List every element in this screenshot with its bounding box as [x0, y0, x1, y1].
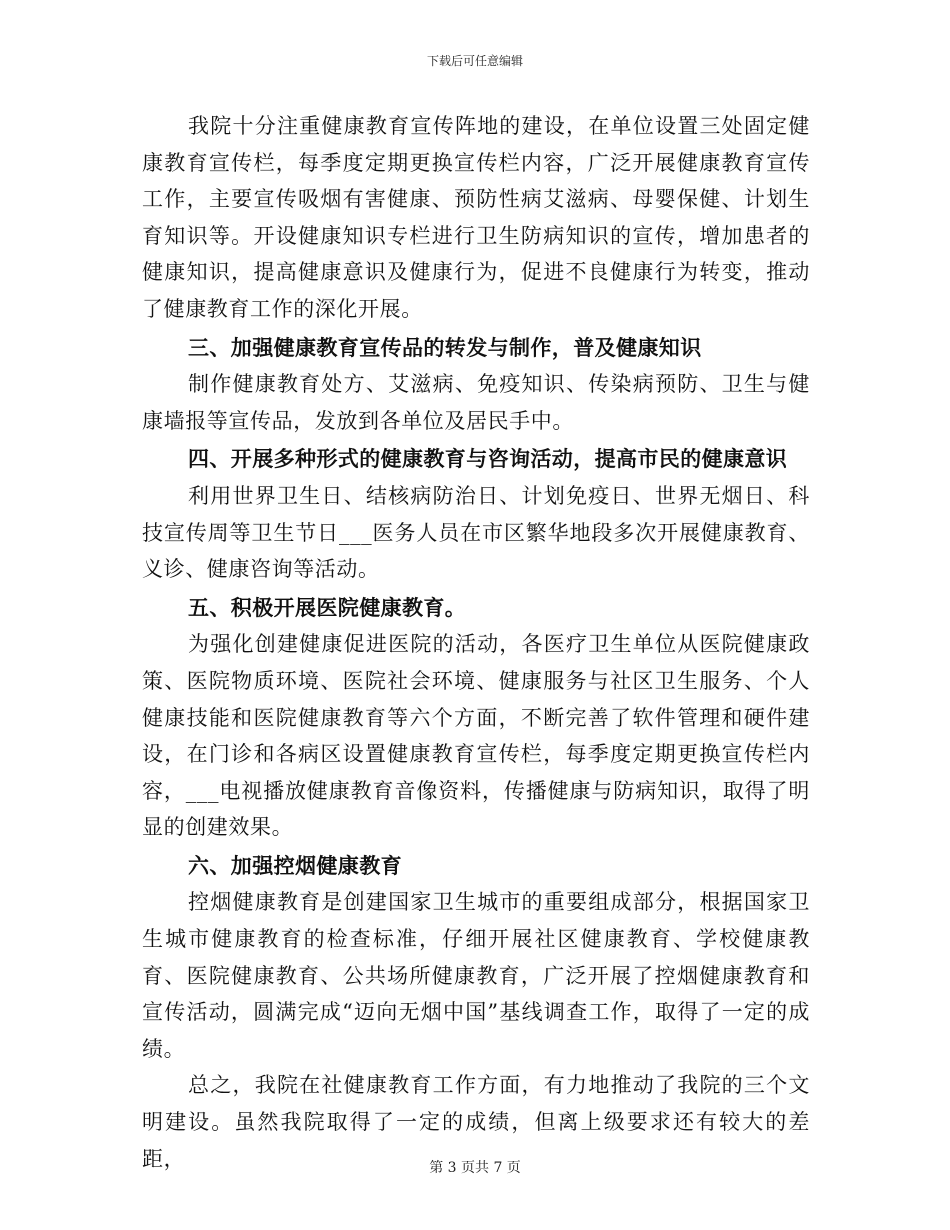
section-heading-4: 四、开展多种形式的健康教育与咨询活动，提高市民的健康意识 [188, 446, 788, 472]
paragraph-activities: 利用世界卫生日、结核病防治日、计划免疫日、世界无烟日、科技宣传周等卫生节日___医务人员在市区繁华地段多次开展健康教育、义诊、健康咨询等活动。 [142, 483, 810, 582]
section-heading-3: 三、加强健康教育宣传品的转发与制作，普及健康知识 [188, 334, 702, 360]
paragraph-materials: 制作健康教育处方、艾滋病、免疫知识、传染病预防、卫生与健康墙报等宣传品，发放到各单位及居民手中。 [142, 372, 810, 433]
page-header: 下载后可任意编辑 [426, 54, 523, 68]
paragraph-summary: 总之，我院在社健康教育工作方面，有力地推动了我院的三个文明建设。虽然我院取得了一定的成绩，但离上级要求还有较大的差距， [142, 1073, 810, 1171]
page-number: 第 3 页共 7 页 [429, 1160, 521, 1176]
paragraph-tobacco-control: 控烟健康教育是创建国家卫生城市的重要组成部分，根据国家卫生城市健康教育的检查标准，仔细开展社区健康教育、学校健康教育、医院健康教育、公共场所健康教育，广泛开展了控烟健康教育和宣传活动，圆满完成“迈向无烟中国”基线调查工作，取得了一定的成绩。 [142, 890, 810, 1061]
document-body [142, 108, 810, 1177]
section-heading-5: 五、积极开展医院健康教育。 [188, 594, 467, 620]
paragraph-hospital-education: 为强化创建健康促进医院的活动，各医疗卫生单位从医院健康政策、医院物质环境、医院社会环境、健康服务与社区卫生服务、个人健康技能和医院健康教育等六个方面，不断完善了软件管理和硬件建设，在门诊和各病区设置健康教育宣传栏，每季度定期更换宣传栏内容，___电视播放健康教育音像资料，传播健康与防病知识，取得了明显的创建效果。 [142, 632, 810, 840]
paragraph-publicity-boards: 我院十分注重健康教育宣传阵地的建设，在单位设置三处固定健康教育宣传栏，每季度定期更换宣传栏内容，广泛开展健康教育宣传工作，主要宣传吸烟有害健康、预防性病艾滋病、母婴保健、计划生育知识等。开设健康知识专栏进行卫生防病知识的宣传，增加患者的健康知识，提高健康意识及健康行为，促进不良健康行为转变，推动了健康教育工作的深化开展。 [142, 114, 810, 321]
section-heading-6: 六、加强控烟健康教育 [188, 852, 402, 878]
